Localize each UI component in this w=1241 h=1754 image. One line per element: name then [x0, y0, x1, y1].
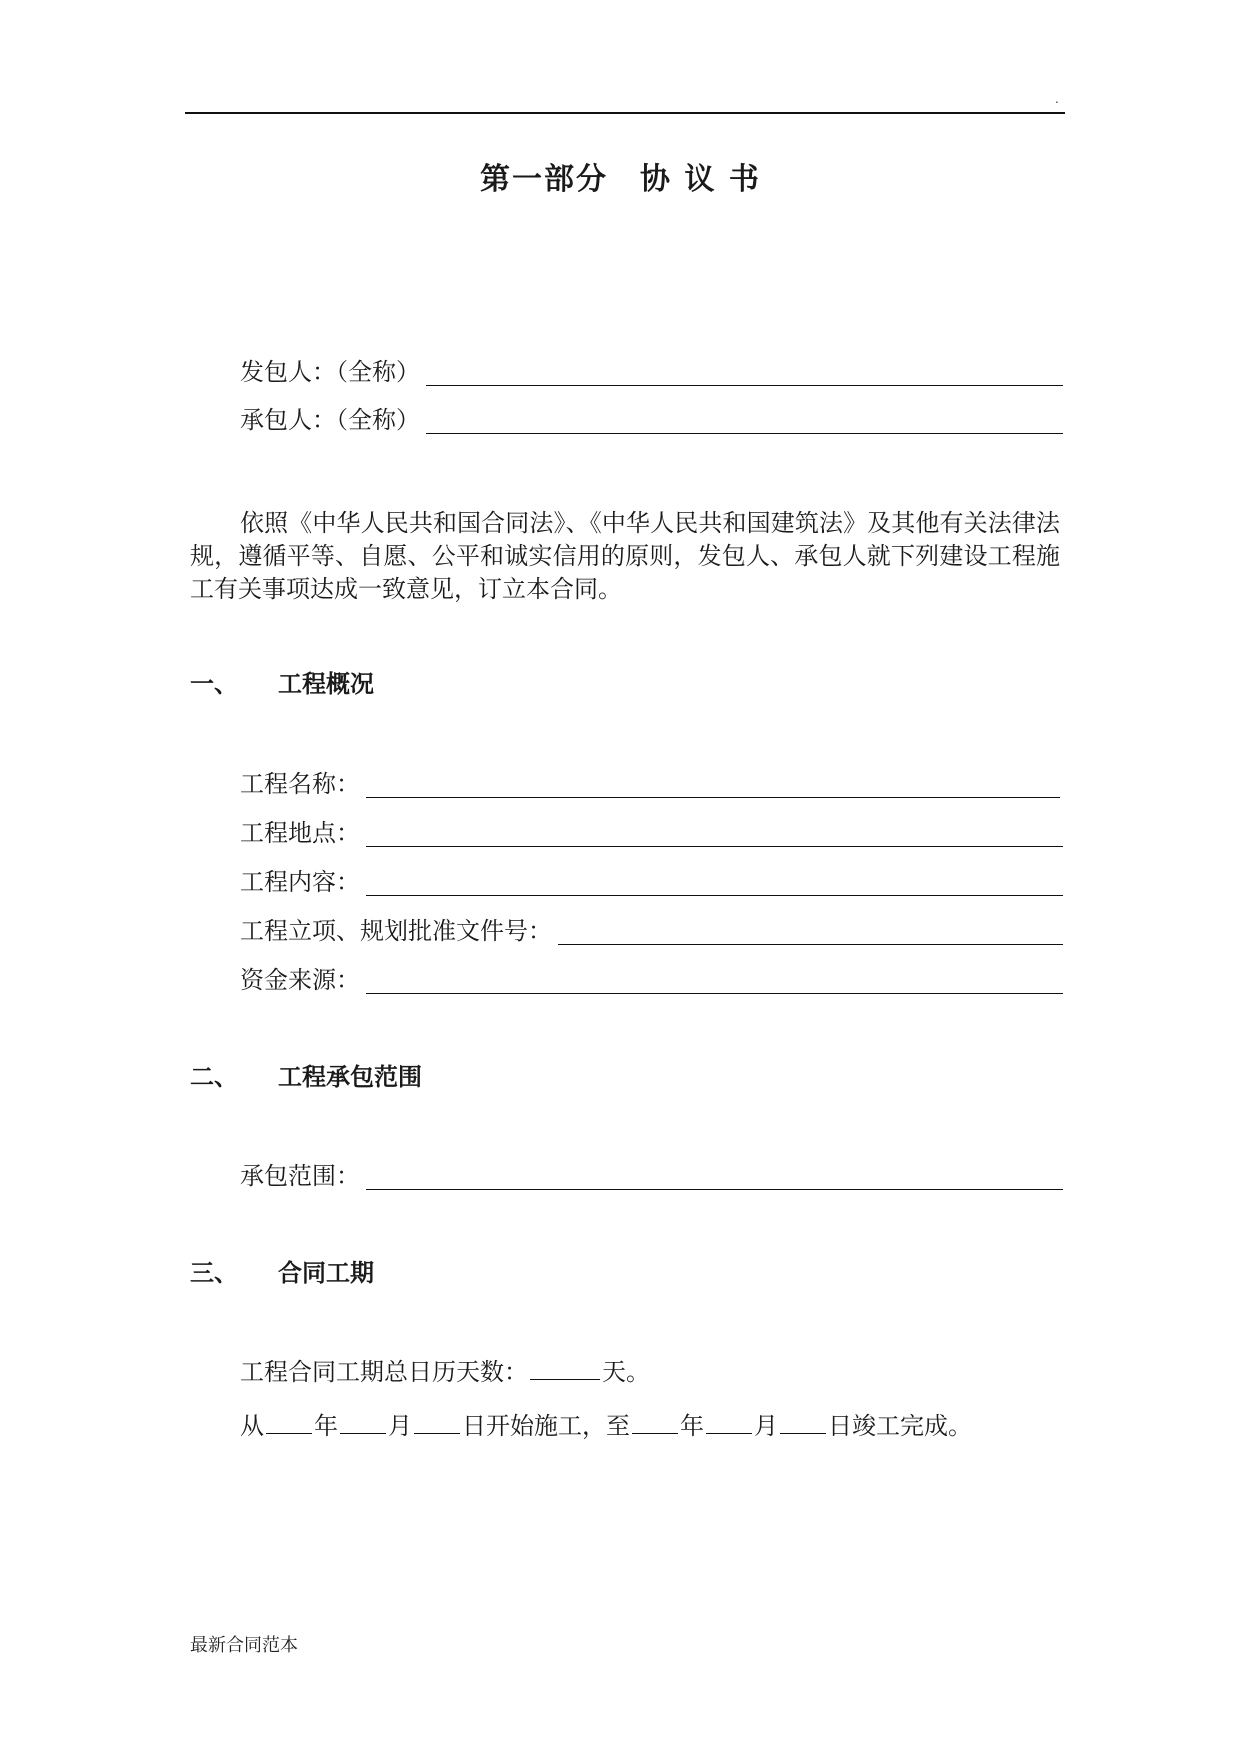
section-heading-2	[190, 1061, 422, 1093]
start-day-text: 日开始施工，至	[462, 1412, 630, 1440]
start-day-field[interactable]	[414, 1411, 460, 1434]
from-text: 从	[240, 1412, 264, 1440]
section-title: 工程概况	[278, 669, 374, 698]
month-text: 月	[754, 1412, 778, 1440]
employer-label: 发包人：（全称）	[240, 358, 420, 386]
project-location-label: 工程地点：	[240, 819, 360, 847]
project-content-row	[240, 866, 1063, 898]
scope-label: 承包范围：	[240, 1162, 360, 1190]
total-days-prefix: 工程合同工期总日历天数：	[240, 1358, 528, 1386]
project-name-field[interactable]	[366, 773, 1060, 798]
funding-source-field[interactable]	[366, 969, 1063, 994]
intro-paragraph: 依照《中华人民共和国合同法》、《中华人民共和国建筑法》及其他有关法律法规，遵循平等、自愿、公平和诚实信用的原则，发包人、承包人就下列建设工程施工有关事项达成一致意见，订立本合同。	[190, 509, 1060, 603]
project-location-row	[240, 817, 1063, 849]
month-text: 月	[388, 1412, 412, 1440]
project-location-field[interactable]	[366, 822, 1063, 847]
project-name-row	[240, 768, 1060, 800]
schedule-line	[240, 1410, 972, 1442]
section-title: 工程承包范围	[278, 1062, 422, 1091]
scope-field[interactable]	[366, 1165, 1063, 1190]
section-number: 一、	[190, 669, 238, 698]
project-content-field[interactable]	[366, 871, 1063, 896]
year-text: 年	[314, 1412, 338, 1440]
approval-number-field[interactable]	[558, 920, 1063, 945]
section-number: 二、	[190, 1062, 238, 1091]
employer-field[interactable]	[426, 361, 1063, 386]
start-year-field[interactable]	[266, 1411, 312, 1434]
project-name-label: 工程名称：	[240, 770, 360, 798]
end-year-field[interactable]	[632, 1411, 678, 1434]
approval-number-row	[240, 915, 1063, 947]
approval-number-label: 工程立项、规划批准文件号：	[240, 917, 552, 945]
start-month-field[interactable]	[340, 1411, 386, 1434]
contractor-row	[240, 404, 1063, 436]
end-day-field[interactable]	[780, 1411, 826, 1434]
total-days-line	[240, 1356, 650, 1388]
section-heading-1	[190, 668, 374, 700]
contractor-label: 承包人：（全称）	[240, 406, 420, 434]
total-days-field[interactable]	[530, 1357, 600, 1380]
page-title: 第一部分 协 议 书	[480, 162, 761, 197]
header-dot: .	[1055, 92, 1059, 106]
section-heading-3	[190, 1257, 374, 1289]
end-day-text: 日竣工完成。	[828, 1412, 972, 1440]
funding-source-row	[240, 964, 1063, 996]
funding-source-label: 资金来源：	[240, 966, 360, 994]
year-text: 年	[680, 1412, 704, 1440]
footer-text: 最新合同范本	[190, 1635, 298, 1656]
section-title: 合同工期	[278, 1258, 374, 1287]
end-month-field[interactable]	[706, 1411, 752, 1434]
scope-row	[240, 1160, 1063, 1192]
header-rule	[185, 112, 1065, 114]
total-days-suffix: 天。	[602, 1358, 650, 1386]
section-number: 三、	[190, 1258, 238, 1287]
employer-row	[240, 356, 1063, 388]
contractor-field[interactable]	[426, 409, 1063, 434]
project-content-label: 工程内容：	[240, 868, 360, 896]
